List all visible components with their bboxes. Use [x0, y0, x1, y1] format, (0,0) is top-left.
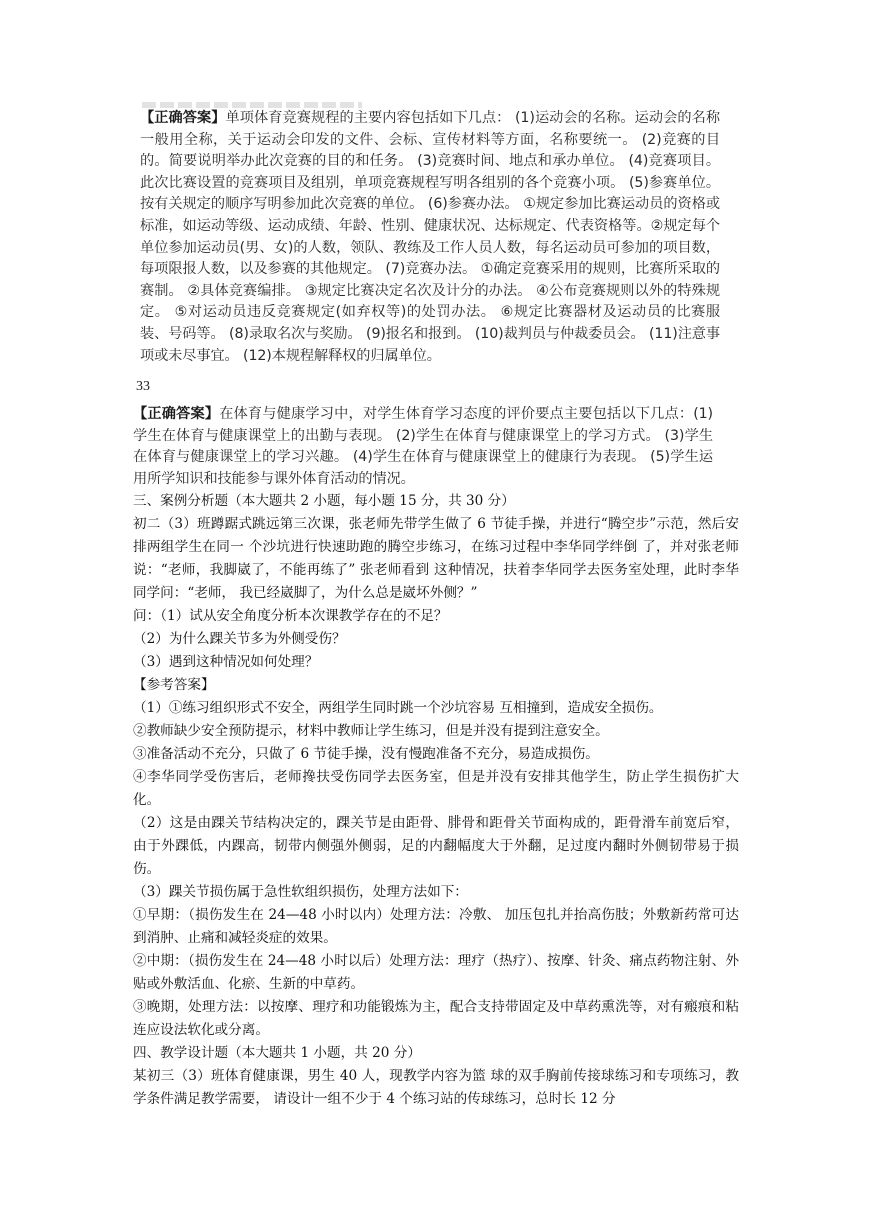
- scan-smudge: [142, 102, 362, 108]
- answer-paragraph: ③准备活动不充分，只做了 6 节徒手操，没有慢跑准备不充分，易造成损伤。: [133, 746, 599, 762]
- answer-paragraph: （2）这是由踝关节结构决定的，踝关节是由距骨、腓骨和距骨关节面构成的，距骨滑车前宽后窄，由于外踝低，内踝高，韧带内侧强外侧弱，足的内翻幅度大于外翻，足过度内翻时外侧韧带易于损伤。: [133, 815, 739, 877]
- body-text: [133, 490, 739, 1111]
- answer-paragraph: ③晚期，处理方法：以按摩、理疗和功能锻炼为主，配合支持带固定及中草药熏洗等，对有瘢痕和粘连应设法软化或分离。: [133, 999, 739, 1038]
- answer-paragraph: （1）①练习组织形式不安全，两组学生同时跳一个沙坑容易 互相撞到，造成安全损伤。: [133, 700, 663, 716]
- answer-text: 单项体育竞赛规程的主要内容包括如下几点： (1)运动会的名称。运动会的名称一般用全称，关于运动会印发的文件、会标、宣传材料等方面，名称要统一。 (2)竞赛的目的。简要说明举办此次竞赛的目的和任务。 (3)竞赛时间、地点和承办单位。 (4)竞赛项目。此次比赛设置的竞赛项目及组别，单项竞赛规程写明各组别的各个竞赛小项。 (5)参赛单位。按有关规定的顺序写明参加此次竞赛的单位。 (6)参赛办法。 ①规定参加比赛运动员的资格或标准，如运动等级、运动成绩、年龄、性别、健康状况、达标规定、代表资格等。②规定每个单位参加运动员(男、女)的人数，领队、教练及工作人员人数，每名运动员可参加的项目数，每项限报人数，以及参赛的其他规定。 (7)竞赛办法。 ①确定竞赛采用的规则，比赛所采取的赛制。 ②具体竞赛编排。 ③规定比赛决定名次及计分的办法。 ④公布竞赛规则以外的特殊规定。 ⑤对运动员违反竞赛规定(如弃权等)的处罚办法。 ⑥规定比赛器材及运动员的比赛服装、号码等。 (8)录取名次与奖励。 (9)报名和报到。 (10)裁判员与仲裁委员会。 (11)注意事项或未尽事宜。 (12)本规程解释权的归属单位。: [140, 110, 720, 364]
- question-1: 问：（1）试从安全角度分析本次课教学存在的不足？: [133, 608, 448, 624]
- section-title: 四、教学设计题（本大题共 1 小题，共 20 分）: [133, 1045, 421, 1061]
- question-2: （2）为什么踝关节多为外侧受伤？: [133, 631, 346, 647]
- design-question-text: 某初三（3）班体育健康课，男生 40 人，现教学内容为篮 球的双手胸前传接球练习和专项练习，教学条件满足教学需要， 请设计一组不少于 4 个练习站的传球练习，总时长 12 分: [133, 1068, 739, 1107]
- answer-text: 在体育与健康学习中，对学生体育学习态度的评价要点主要包括以下几点：(1)学生在体育与健康课堂上的出勤与表现。 (2)学生在体育与健康课堂上的学习方式。 (3)学生在体育与健康课堂上的学习兴趣。 (4)学生在体育与健康课堂上的健康行为表现。 (5)学生运用所学知识和技能参与课外体育活动的情况。: [133, 406, 713, 487]
- answer-heading: 【正确答案】: [140, 110, 226, 126]
- question-number: 33: [136, 379, 150, 394]
- question-3: （3）遇到这种情况如何处理？: [133, 654, 319, 670]
- reference-answer-heading: 【参考答案】: [133, 677, 215, 693]
- answer-block-1: [140, 104, 720, 367]
- answer-paragraph: ①早期：（损伤发生在 24—48 小时以内）处理方法：冷敷、 加压包扎并抬高伤肢；外敷新药常可达到消肿、止痛和减轻炎症的效果。: [133, 907, 739, 946]
- answer-block-2: [133, 404, 713, 490]
- case-text: 初二（3）班蹲踞式跳远第三次课，张老师先带学生做了 6 节徒手操，并进行“腾空步”示范，然后安排两组学生在同一 个沙坑进行快速助跑的腾空步练习，在练习过程中李华同学绊倒 了，并对张老师说：“老师，我脚崴了，不能再练了” 张老师看到 这种情况，扶着李华同学去医务室处理，此时李华同学问：“老师， 我已经崴脚了，为什么总是崴坏外侧？”: [133, 516, 739, 601]
- section-title: 三、案例分析题（本大题共 2 小题，每小题 15 分，共 30 分）: [133, 493, 515, 509]
- answer-paragraph: ②教师缺少安全预防提示，材料中教师让学生练习，但是并没有提到注意安全。: [133, 723, 609, 739]
- answer-paragraph: ④李华同学受伤害后，老师搀扶受伤同学去医务室，但是并没有安排其他学生，防止学生损伤扩大化。: [133, 769, 739, 808]
- answer-paragraph: ②中期：（损伤发生在 24—48 小时以后）处理方法：理疗（热疗）、按摩、针灸、痛点药物注射、外贴或外敷活血、化瘀、生新的中草药。: [133, 953, 739, 992]
- answer-heading: 【正确答案】: [133, 406, 220, 422]
- answer-paragraph: （3）踝关节损伤属于急性软组织损伤，处理方法如下：: [133, 884, 468, 900]
